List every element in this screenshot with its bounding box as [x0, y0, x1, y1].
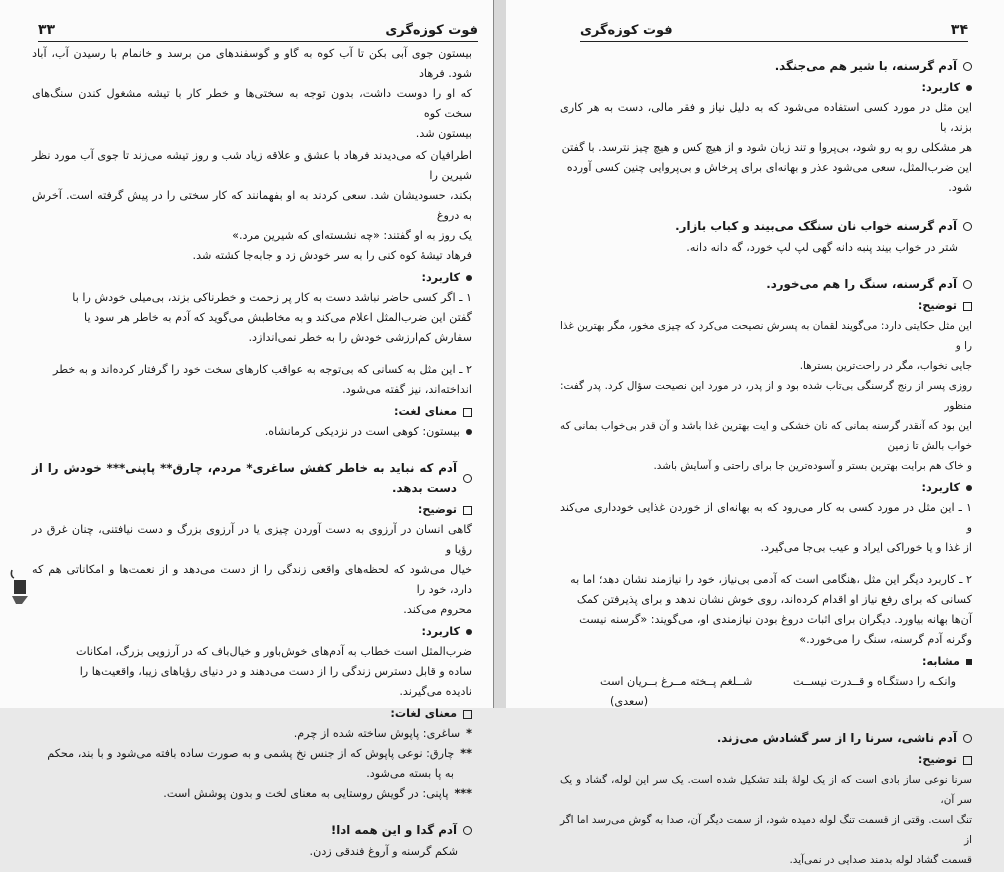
- text-line: بکند، حسودیشان شد. سعی کردند به او بفهمانند که کار سختی را در پیش گرفته است. آخرش به دروغ: [32, 189, 472, 222]
- proverb-heading: آدم گرسنه، سنگ را هم می‌خورد.: [560, 274, 972, 294]
- text-line: این مثل حکایتی دارد: می‌گویند لقمان به پسرش نصیحت می‌کرد که چیزی مخور، مگر بهترین غذا را و: [560, 320, 972, 352]
- left-header-title: فوت کوزه‌گری: [385, 23, 478, 38]
- text-line: انداخته‌اند، نیز گفته می‌شود.: [342, 383, 472, 396]
- bullet-dot-icon: [966, 85, 972, 91]
- text-line: بیستون شد.: [415, 127, 472, 140]
- meaning-item: ** چارق: نوعی پاپوش که از جنس نخ پشمی و به صورت ساده بافته می‌شود و با بند، محکم: [47, 747, 472, 760]
- meaning-item: *** پاپنی: در گویش روستایی به معنای لخت و بدون پوشش است.: [163, 787, 472, 800]
- square-bullet-icon: [463, 408, 472, 417]
- text-line: سفارش کم‌ارزشی خودش را به خطر نمی‌اندازد.: [248, 331, 472, 344]
- circle-bullet-icon: [963, 734, 972, 743]
- left-page: [0, 0, 494, 858]
- bullet-dot-icon: [466, 429, 472, 435]
- right-page-header: [580, 14, 968, 42]
- right-page-number: ۳۴: [950, 22, 968, 38]
- circle-bullet-icon: [963, 222, 972, 231]
- paragraph: [560, 98, 972, 198]
- text-line: هر مشکلی رو به رو شود، بی‌پروا و تند زبان شود و از هیچ کس و هیچ چیز نترسد. با گفتن: [561, 141, 972, 154]
- bullet-dot-icon: [466, 629, 472, 635]
- right-page: [506, 0, 1004, 866]
- left-page-body: [32, 44, 472, 862]
- circle-bullet-icon: [963, 62, 972, 71]
- explanation-label: توضیح:: [32, 500, 472, 520]
- text-line: روزی پسر از رنج گرسنگی بی‌تاب شده بود و از پدر، در مورد این نصیحت سؤال کرد. پدر گفت: منظور: [560, 380, 972, 412]
- bullet-dot-icon: [466, 275, 472, 281]
- meaning-item: بیستون: کوهی است در نزدیکی کرمانشاه.: [32, 422, 472, 442]
- circle-bullet-icon: [463, 474, 472, 483]
- usage-item: [32, 360, 472, 400]
- text-line: قسمت گشاد لوله بدمند صدایی در نمی‌آید.: [789, 854, 972, 866]
- page-gutter: [494, 0, 506, 708]
- verse-hemistich: وانکـه را دستگـاه و قــدرت نیســت: [793, 675, 956, 688]
- proverb-heading: آدم گرسنه خواب نان سنگک می‌بیند و کباب بازار.: [560, 216, 972, 236]
- usage-label: کاربرد:: [560, 78, 972, 98]
- bullet-dot-icon: [966, 485, 972, 491]
- text-line: ساده و قابل دسترس زندگی را از دست می‌دهند و در دنیای رؤیاهای زیبا، واقعیت‌ها را: [79, 665, 472, 678]
- proverb-heading: آدم گرسنه، با شیر هم می‌جنگد.: [560, 56, 972, 76]
- text-line: تنگ است. وقتی از قسمت تنگ لوله دمیده شود، از سمت دیگر آن، صدا به گوش می‌رسد اما اگر از: [560, 814, 972, 846]
- text-line: خیال می‌شود که لحظه‌های واقعی زندگی را از دست می‌دهد و از نعمت‌ها و امکاناتی هم که دارد، خود را: [32, 563, 472, 596]
- similar-label: مشابه:: [560, 652, 972, 672]
- meaning-label: معنای لغات:: [32, 704, 472, 724]
- usage-label: کاربرد:: [560, 478, 972, 498]
- text-line: بیستون جوی آبی بکن تا آب کوه به گاو و گوسفندهای من برسد و خانمام با رسیدن آب، آباد شود. فرهاد: [32, 47, 472, 80]
- text-line: به پا بسته می‌شود.: [366, 767, 454, 780]
- right-header-title: فوت کوزه‌گری: [580, 23, 673, 38]
- text-line: نادیده می‌گیرند.: [399, 685, 472, 698]
- text-line: این مثل در مورد کسی استفاده می‌شود که به دلیل نیاز و فقر مالی، دست به هر کاری بزند، با: [560, 101, 972, 134]
- paragraph: [560, 316, 972, 476]
- paragraph: [32, 642, 472, 702]
- explanation-label: توضیح:: [560, 296, 972, 316]
- text-line: این بود که آنقدر گرسنه بمانی که نان خشکی و ایت بهترین غذا باشد و آن قدر بی‌خواب بمانی که خواب بالش تا زمین: [560, 420, 972, 452]
- circle-bullet-icon: [963, 280, 972, 289]
- text-line: ۱ ـ اگر کسی حاضر نباشد دست به کار پر زحمت و خطرناکی بزند، بی‌میلی خودش را با: [72, 291, 472, 304]
- text-line: کسانی که برای رفع نیاز او اقدام کرده‌اند، روی خوش نشان ندهد و برای پذیرفتن کمک: [576, 593, 972, 606]
- verse-hemistich: شــلغم پــخته مــرغ بــریان است: [600, 675, 753, 688]
- explanation-label: توضیح:: [560, 750, 972, 770]
- poet-name: (سعدی): [610, 695, 649, 708]
- text-line: ۱ ـ این مثل در مورد کسی به کار می‌رود که به بهانه‌ای از خوردن غذایی خودداری می‌کند و: [560, 501, 972, 534]
- text-line: شتر در خواب بیند پنبه دانه گهی لپ لپ خورد، گه دانه دانه.: [686, 241, 958, 254]
- text-line: گفتن این ضرب‌المثل اعلام می‌کند و به مخاطبش می‌گوید که آدم به خاطر هر سود یا: [84, 311, 472, 324]
- square-bullet-icon: [463, 506, 472, 515]
- square-bullet-icon: [963, 756, 972, 765]
- usage-item: [560, 570, 972, 650]
- text-line: از غذا و یا خوراکی ایراد و عیب بی‌جا می‌گیرد.: [760, 541, 972, 554]
- usage-label: کاربرد:: [32, 268, 472, 288]
- filled-square-bullet-icon: [966, 659, 972, 665]
- text-line: شود.: [948, 181, 972, 194]
- proverb-heading: آدم گدا و این همه ادا!: [32, 820, 472, 840]
- text-line: آن‌ها بهانه بیاورد. دیگران برای اثبات دروغ بودن نیازمندی او، می‌گویند: «گرسنه نیست: [579, 613, 972, 626]
- circle-bullet-icon: [463, 826, 472, 835]
- usage-item: [32, 288, 472, 348]
- proverb-heading: آدم که نباید به خاطر کفش ساغری* مردم، چارق** پاپنی*** خودش را از دست بدهد.: [32, 458, 472, 498]
- text-line: که او را دوست داشت، بدون توجه به سختی‌ها و خطر کار با تیشه مشغول کندن سنگ‌های سخت کوه: [32, 87, 472, 120]
- text-line: جایی نخواب، مگر در راحت‌ترین بسترها.: [799, 360, 972, 372]
- text-line: ۲ ـ این مثل به کسانی که بی‌توجه به عواقب کارهای سخت خود را گرفتار کرده‌اند و به خطر: [53, 363, 472, 376]
- text-line: شکم گرسنه و آروغ فندقی زدن.: [309, 845, 458, 858]
- text-line: سرنا نوعی ساز بادی است که از یک لولهٔ بلند تشکیل شده است. یک سر این لوله، گشاد و یک سر آن،: [560, 774, 972, 806]
- page-edge-line: [493, 0, 494, 708]
- text-line: وگرنه آدم گرسنه، سنگ را می‌خورد.»: [799, 633, 972, 646]
- text-line: ضرب‌المثل است خطاب به آدم‌های خوش‌باور و خیال‌باف که در آرزویی بزرگ، امکانات: [76, 645, 472, 658]
- left-page-number: ۳۳: [38, 22, 56, 38]
- text-line: این ضرب‌المثل، سعی می‌شود عذر و بهانه‌ای برای پرخاش و بی‌پروایی چنین کسی آورده: [566, 161, 972, 174]
- text-line: محروم می‌کند.: [403, 603, 472, 616]
- text-line: اطرافیان که می‌دیدند فرهاد با عشق و علاقه زیاد شب و روز تیشه می‌زند تا جوی آب مورد نظر شیرین را: [32, 149, 472, 182]
- meaning-label: معنای لغت:: [32, 402, 472, 422]
- left-page-header: [38, 14, 478, 42]
- square-bullet-icon: [963, 302, 972, 311]
- text-line: یک روز به او گفتند: «چه نشسته‌ای که شیرین مرد.»: [232, 229, 472, 242]
- square-bullet-icon: [463, 710, 472, 719]
- paragraph: [32, 520, 472, 620]
- poem-verse: [560, 672, 972, 692]
- text-line: فرهاد تیشهٔ کوه کنی را به سر خودش زد و جابه‌جا کشته شد.: [192, 249, 472, 262]
- text-line: و خاک هم برایت بهترین بستر و آسوده‌ترین جا برای راحتی و آسایش باشد.: [653, 460, 972, 472]
- paragraph: [32, 44, 472, 144]
- margin-ornament-icon: [8, 566, 30, 606]
- paragraph: [560, 770, 972, 870]
- proverb-heading: آدم ناشی، سرنا را از سر گشادش می‌زند.: [560, 728, 972, 748]
- text-line: ۲ ـ کاربرد دیگر این مثل ،هنگامی است که آدمی بی‌نیاز، خود را نیازمند نشان دهد؛ اما به: [570, 573, 972, 586]
- usage-item: [560, 498, 972, 558]
- usage-label: کاربرد:: [32, 622, 472, 642]
- meaning-item: * ساغری: پاپوش ساخته شده از چرم.: [293, 727, 472, 740]
- right-page-body: [560, 50, 972, 872]
- text-line: گاهی انسان در آرزوی به دست آوردن چیزی یا در آرزوی بزرگ و دست نیافتنی، چنان غرق در رؤیا و: [32, 523, 472, 556]
- paragraph: [32, 146, 472, 266]
